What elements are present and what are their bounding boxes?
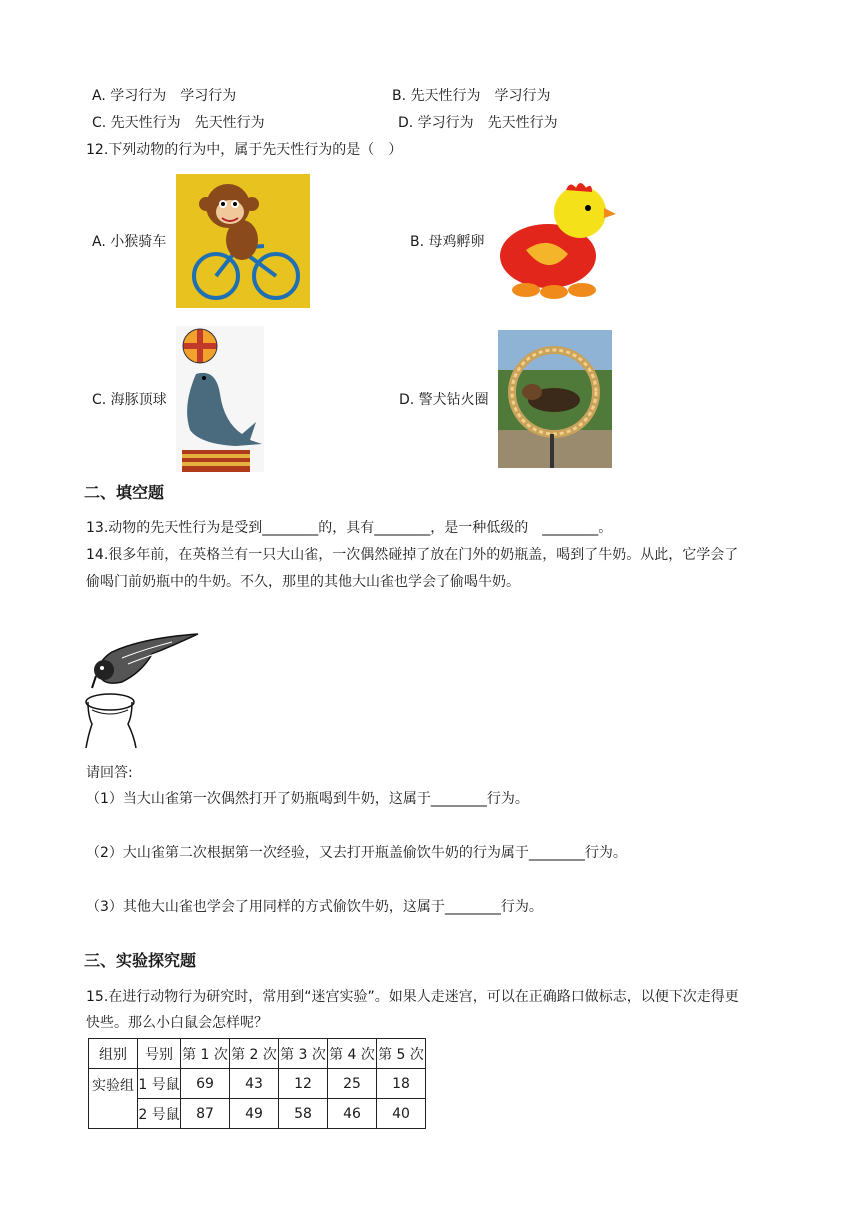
section-2-title: 二、填空题 (84, 483, 165, 502)
hen-picture (492, 178, 618, 304)
monkey-bicycle-picture (176, 174, 310, 308)
table-cell: 58 (279, 1099, 328, 1129)
q15-line-1: 15.在进行动物行为研究时，常用到“迷宫实验”。如果人走迷宫，可以在正确路口做标志，以便下次走得更 (86, 989, 739, 1005)
table-header-cell: 第 2 次 (230, 1039, 279, 1069)
q14-sub-1: （1）当大山雀第一次偶然打开了奶瓶喝到牛奶，这属于________行为。 (86, 791, 529, 807)
table-cell: 49 (230, 1099, 279, 1129)
seal-ball-picture (176, 326, 264, 472)
table-cell: 46 (328, 1099, 377, 1129)
q14-line-2: 偷喝门前奶瓶中的牛奶。不久，那里的其他大山雀也学会了偷喝牛奶。 (86, 574, 520, 590)
table-row (89, 1099, 426, 1129)
table-header-cell: 第 1 次 (181, 1039, 230, 1069)
maze-experiment-table (88, 1038, 426, 1129)
table-header-cell: 第 5 次 (377, 1039, 426, 1069)
table-header-cell: 第 3 次 (279, 1039, 328, 1069)
q14-sub-2: （2）大山雀第二次根据第一次经验，又去打开瓶盖偷饮牛奶的行为属于________行为。 (86, 845, 627, 861)
q12-option-c-label: C. 海豚顶球 (92, 392, 167, 408)
table-cell: 25 (328, 1069, 377, 1099)
rat-id-cell: 1 号鼠 (138, 1069, 181, 1099)
q11-option-d: D. 学习行为 先天性行为 (398, 115, 558, 131)
q14-line-1: 14.很多年前，在英格兰有一只大山雀，一次偶然碰掉了放在门外的奶瓶盖，喝到了牛奶。从此，它学会了 (86, 547, 739, 563)
table-cell: 18 (377, 1069, 426, 1099)
q11-option-c: C. 先天性行为 先天性行为 (92, 115, 265, 131)
table-cell: 43 (230, 1069, 279, 1099)
table-cell: 40 (377, 1099, 426, 1129)
table-header-row (89, 1039, 426, 1069)
table-cell: 12 (279, 1069, 328, 1099)
dog-fire-ring-photo (498, 330, 612, 468)
q12-option-b-label: B. 母鸡孵卵 (410, 234, 485, 250)
q15-line-2: 快些。那么小白鼠会怎样呢？ (86, 1015, 268, 1031)
table-header-cell: 组别 (89, 1039, 138, 1069)
q14-sub-3: （3）其他大山雀也学会了用同样的方式偷饮牛奶，这属于________行为。 (86, 899, 543, 915)
table-row (89, 1069, 426, 1099)
great-tit-milk-bottle-picture (82, 632, 200, 748)
q11-option-a: A. 学习行为 学习行为 (92, 88, 237, 104)
table-header-cell: 号别 (138, 1039, 181, 1069)
table-header-cell: 第 4 次 (328, 1039, 377, 1069)
q12-option-d-label: D. 警犬钻火圈 (399, 392, 489, 408)
section-3-title: 三、实验探究题 (84, 951, 197, 970)
rat-id-cell: 2 号鼠 (138, 1099, 181, 1129)
table-cell: 87 (181, 1099, 230, 1129)
q11-option-b: B. 先天性行为 学习行为 (392, 88, 551, 104)
group-cell: 实验组 (89, 1069, 138, 1129)
q12-stem: 12.下列动物的行为中，属于先天性行为的是（ ） (86, 142, 403, 158)
table-cell: 69 (181, 1069, 230, 1099)
q14-prompt: 请回答: (86, 765, 133, 781)
q13-text: 13.动物的先天性行为是受到________的，具有________，是一种低级的 ________。 (86, 520, 613, 536)
q12-option-a-label: A. 小猴骑车 (92, 234, 167, 250)
